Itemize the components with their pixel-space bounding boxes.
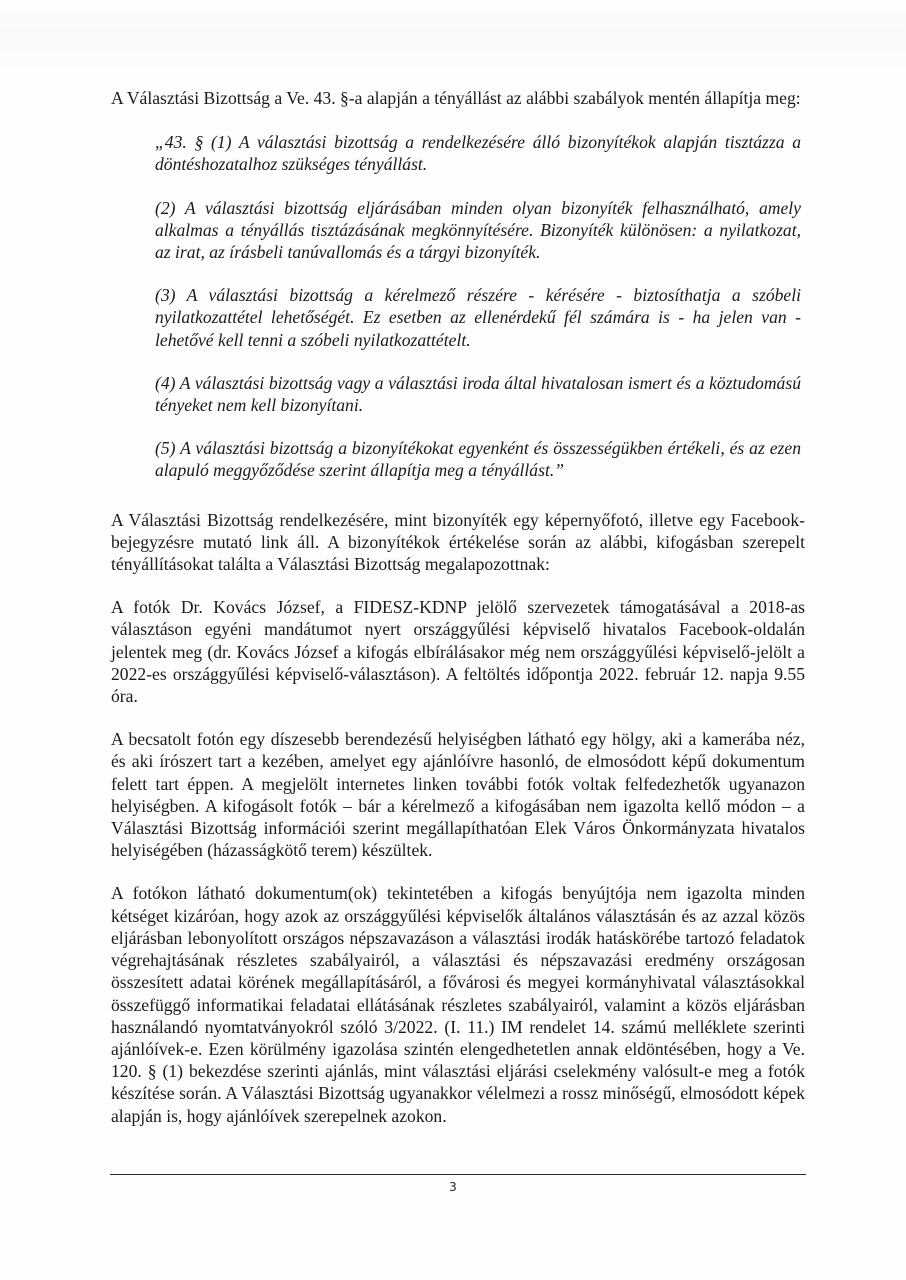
scan-bleed-through: [0, 8, 906, 68]
body-paragraph-documents: A fotókon látható dokumentum(ok) tekintetében a kifogás benyújtója nem igazolta minden kétséget kizáróan, hogy azok az országgyűlési képviselők általános választásán és az azzal közös eljárásban lebonyolított országos népszavazáson a választási irodák hatáskörébe tartozó feladatok végrehajtásának részletes szabályairól, a választási és népszavazási eredmény országosan összesített adatai körének megállapításáról, a fővárosi és megyei kormányhivatal választásokkal összefüggő informatikai feladatai ellátásának részletes szabályairól, valamint a közös eljárásban használandó nyomtatványokról szóló 3/2022. (I. 11.) IM rendelet 14. számú melléklete szerinti ajánlóívek-e. Ezen körülmény igazolása szintén elengedhetetlen annak eldöntésében, hogy a Ve. 120. § (1) bekezdése szerinti ajánlás, mint választási eljárási cselekmény valósult-e meg a fotók készítése során. A Választási Bizottság ugyanakkor vélelmezi a rossz minőségű, elmosódott képek alapján is, hogy ajánlóívek szerepelnek azokon.: [111, 883, 805, 1126]
quote-paragraph-3: (3) A választási bizottság a kérelmező részére - kérésére - biztosíthatja a szóbeli nyilatkozattétel lehetőségét. Ez esetben az ellenérdekű fél számára is - ha jelen van - lehetővé kell tenni a szóbeli nyilatkozattételt.: [155, 285, 801, 350]
body-paragraph-photos: A fotók Dr. Kovács József, a FIDESZ-KDNP jelölő szervezetek támogatásával a 2018-as választáson egyéni mandátumot nyert országgyűlési képviselő hivatalos Facebook-oldalán jelentek meg (dr. Kovács József a kifogás elbírálásakor még nem országgyűlési képviselő-jelölt a 2022-es országgyűlési képviselő-választáson). A feltöltés időpontja 2022. február 12. napja 9.55 óra.: [111, 597, 805, 707]
footer-divider: [110, 1174, 806, 1175]
page-number: 3: [449, 1180, 457, 1194]
quote-paragraph-1: „43. § (1) A választási bizottság a rendelkezésére álló bizonyítékok alapján tisztázza a döntéshozatalhoz szükséges tényállást.: [155, 132, 801, 175]
document-body: [111, 87, 805, 1127]
body-paragraph-evidence: A Választási Bizottság rendelkezésére, mint bizonyíték egy képernyőfotó, illetve egy Facebook-bejegyzésre mutató link áll. A bizonyítékok értékelése során az alábbi, kifogásban szerepelt tényállításokat találta a Választási Bizottság megalapozottnak:: [111, 509, 805, 575]
quote-paragraph-2: (2) A választási bizottság eljárásában minden olyan bizonyíték felhasználható, amely alkalmas a tényállás tisztázásának megkönnyítésére. Bizonyíték különösen: a nyilatkozat, az irat, az írásbeli tanúvallomás és a tárgyi bizonyíték.: [155, 197, 801, 263]
intro-paragraph: A Választási Bizottság a Ve. 43. §-a alapján a tényállást az alábbi szabályok mentén állapítja meg:: [111, 88, 801, 108]
quote-paragraph-4: (4) A választási bizottság vagy a választási iroda által hivatalosan ismert és a köztudomású tényeket nem kell bizonyítani.: [155, 372, 801, 416]
body-paragraph-description: A becsatolt fotón egy díszesebb berendezésű helyiségben látható egy hölgy, aki a kamerába néz, és aki írószert tart a kezében, amelyet egy ajánlóívre hasonló, de elmosódott képű dokumentum felett tart éppen. A megjelölt internetes linken további fotók voltak felfedezhetők ugyanazon helyiségben. A kifogásolt fotók – bár a kérelmező a kifogásában nem igazolta kellő módon – a Választási Bizottság információi szerint megállapíthatóan Elek Város Önkormányzata hivatalos helyiségében (házasságkötő terem) készültek.: [111, 729, 805, 861]
legal-quote-block: [155, 131, 801, 481]
quote-paragraph-5: (5) A választási bizottság a bizonyítékokat egyenként és összességükben értékeli, és az ezen alapuló meggyőződése szerint állapítja meg a tényállást.”: [155, 438, 801, 481]
